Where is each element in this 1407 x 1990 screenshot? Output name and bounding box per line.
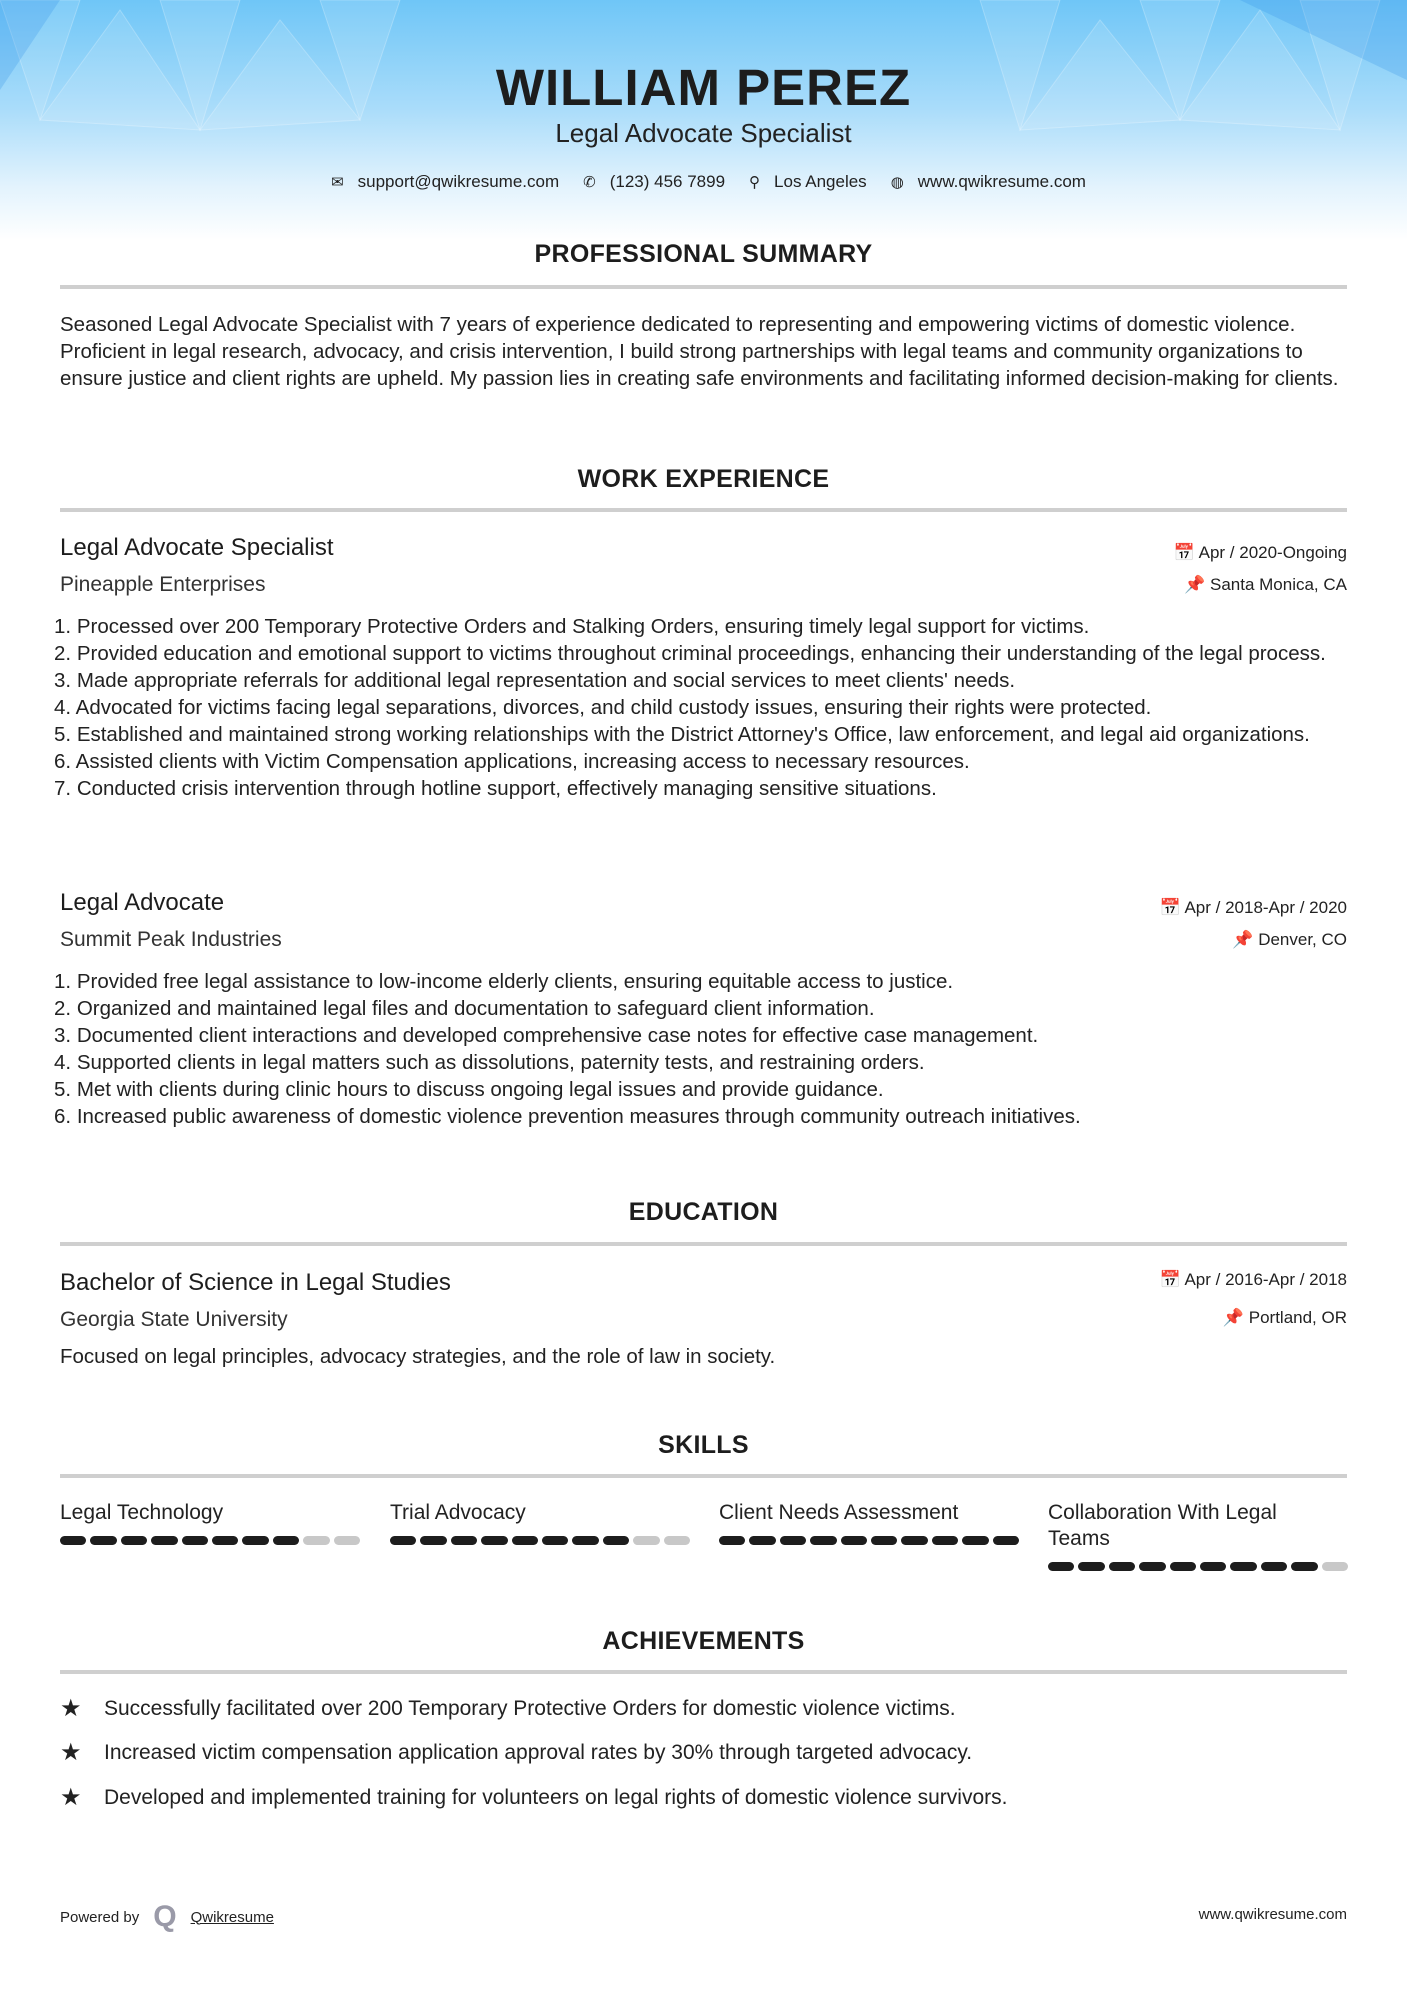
- candidate-title: Legal Advocate Specialist: [555, 118, 852, 148]
- skill-segment: [512, 1536, 538, 1545]
- skill-segment: [664, 1536, 690, 1545]
- school: Georgia State University: [60, 1308, 288, 1331]
- contact-website[interactable]: www.qwikresume.com: [917, 172, 1086, 191]
- education-description: Focused on legal principles, advocacy strategies, and the role of law in society.: [60, 1345, 776, 1368]
- list-item: Organized and maintained legal files and documentation to safeguard client information.: [76, 997, 875, 1020]
- skill-segment: [932, 1536, 958, 1545]
- job-location: 📌 Santa Monica, CA: [1184, 575, 1347, 594]
- contact-bar: [0, 172, 1407, 192]
- section-heading-skills: SKILLS: [658, 1431, 749, 1459]
- globe-icon: ◍: [890, 174, 904, 191]
- list-item: Assisted clients with Victim Compensation applications, increasing access to necessary resources.: [75, 750, 970, 773]
- star-icon: ★: [60, 1784, 82, 1811]
- divider: [60, 1474, 1347, 1478]
- list-item: Provided free legal assistance to low-income elderly clients, ensuring equitable access to justice.: [76, 970, 954, 993]
- divider: [60, 1242, 1347, 1246]
- job-dates: 📅 Apr / 2020-Ongoing: [1173, 543, 1347, 562]
- calendar-icon: 📅: [1173, 543, 1199, 562]
- list-item: Processed over 200 Temporary Protective Orders and Stalking Orders, ensuring timely legal support for victims.: [76, 615, 1090, 638]
- list-item: Supported clients in legal matters such as dissolutions, paternity tests, and restraining orders.: [76, 1051, 925, 1074]
- skill-segment: [780, 1536, 806, 1545]
- calendar-icon: 📅: [1159, 1270, 1185, 1289]
- degree: Bachelor of Science in Legal Studies: [60, 1269, 451, 1296]
- contact-phone: (123) 456 7899: [609, 172, 726, 191]
- skill-segment: [542, 1536, 568, 1545]
- achievement-item: ★ Developed and implemented training for volunteers on legal rights of domestic violence survivors.: [60, 1784, 1008, 1811]
- skill-segment: [420, 1536, 446, 1545]
- skill-segment: [810, 1536, 836, 1545]
- section-heading-summary: PROFESSIONAL SUMMARY: [534, 240, 873, 268]
- envelope-icon: ✉: [331, 174, 344, 191]
- skill-segment: [1109, 1562, 1135, 1571]
- job-location: 📌 Denver, CO: [1232, 930, 1347, 949]
- job-company: Pineapple Enterprises: [60, 573, 266, 596]
- skill-item: [60, 1500, 360, 1545]
- skill-segment: [60, 1536, 86, 1545]
- skill-segment: [1230, 1562, 1256, 1571]
- skill-item: [719, 1500, 1019, 1545]
- job-title: Legal Advocate Specialist: [60, 534, 334, 561]
- list-item: Increased public awareness of domestic violence prevention measures through community outreach initiatives.: [76, 1105, 1081, 1128]
- skill-segment: [1170, 1562, 1196, 1571]
- list-item: Conducted crisis intervention through hotline support, effectively managing sensitive situations.: [76, 777, 937, 800]
- skill-segment: [151, 1536, 177, 1545]
- skill-name: Trial Advocacy: [390, 1501, 526, 1524]
- skill-segment: [273, 1536, 299, 1545]
- job-title: Legal Advocate: [60, 889, 225, 916]
- skill-segment: [481, 1536, 507, 1545]
- skill-segment: [572, 1536, 598, 1545]
- footer-website[interactable]: www.qwikresume.com: [1198, 1906, 1347, 1923]
- list-item: Advocated for victims facing legal separations, divorces, and child custody issues, ensuring their rights were protected.: [75, 696, 1152, 719]
- skill-segment: [1048, 1562, 1074, 1571]
- skill-segment: [1139, 1562, 1165, 1571]
- footer-left: [60, 1900, 274, 1934]
- job-company: Summit Peak Industries: [60, 928, 282, 951]
- job-bullets: [60, 968, 1350, 1130]
- skill-segment: [1261, 1562, 1287, 1571]
- summary-text: Seasoned Legal Advocate Specialist with 7 years of experience dedicated to representing and empowering victims of domestic violence. Proficient in legal research, advocacy, and crisis intervention, I build strong partnerships with legal teams and community organizations to ensure justice and client rights are upheld. My passion lies in creating safe environments and facilitating informed decision-making for clients.: [60, 313, 1339, 390]
- achievement-item: ★ Successfully facilitated over 200 Temporary Protective Orders for domestic violence victims.: [60, 1695, 956, 1722]
- skill-segment: [719, 1536, 745, 1545]
- skill-segment: [841, 1536, 867, 1545]
- skill-segment: [121, 1536, 147, 1545]
- qwikresume-logo-icon: Q: [153, 1900, 177, 1933]
- skill-name: Legal Technology: [60, 1501, 224, 1524]
- star-icon: ★: [60, 1695, 82, 1722]
- list-item: Provided education and emotional support to victims throughout criminal proceedings, enhancing their understanding of the legal process.: [76, 642, 1326, 665]
- skill-segment: [962, 1536, 988, 1545]
- contact-email[interactable]: support@qwikresume.com: [357, 172, 560, 191]
- pin-icon: 📌: [1232, 930, 1259, 949]
- phone-icon: ✆: [583, 174, 596, 191]
- skill-segment: [901, 1536, 927, 1545]
- section-heading-education: EDUCATION: [628, 1198, 779, 1226]
- skill-level-bar: [390, 1536, 690, 1545]
- star-icon: ★: [60, 1739, 82, 1766]
- list-item: Made appropriate referrals for additional legal representation and social services to meet clients' needs.: [76, 669, 1016, 692]
- skill-segment: [303, 1536, 329, 1545]
- divider: [60, 508, 1347, 512]
- brand-link[interactable]: Qwikresume: [190, 1908, 274, 1926]
- skill-item: [1048, 1500, 1348, 1571]
- education-dates: 📅 Apr / 2016-Apr / 2018: [1159, 1270, 1347, 1289]
- skill-name: Collaboration With Legal Teams: [1048, 1501, 1277, 1550]
- skill-segment: [182, 1536, 208, 1545]
- skill-segment: [212, 1536, 238, 1545]
- job-dates: 📅 Apr / 2018-Apr / 2020: [1159, 898, 1347, 917]
- skill-segment: [451, 1536, 477, 1545]
- skill-segment: [334, 1536, 360, 1545]
- skill-segment: [1078, 1562, 1104, 1571]
- skill-level-bar: [1048, 1562, 1348, 1571]
- map-pin-icon: ⚲: [749, 174, 761, 191]
- pin-icon: 📌: [1222, 1308, 1249, 1327]
- skill-level-bar: [719, 1536, 1019, 1545]
- pin-icon: 📌: [1184, 575, 1210, 594]
- skill-segment: [871, 1536, 897, 1545]
- calendar-icon: 📅: [1159, 898, 1185, 917]
- list-item: Documented client interactions and developed comprehensive case notes for effective case management.: [76, 1024, 1039, 1047]
- skill-segment: [993, 1536, 1019, 1545]
- skill-segment: [749, 1536, 775, 1545]
- achievement-item: ★ Increased victim compensation application approval rates by 30% through targeted advocacy.: [60, 1739, 973, 1766]
- list-item: Met with clients during clinic hours to discuss ongoing legal issues and provide guidance.: [76, 1078, 884, 1101]
- powered-by-label: Powered by: [60, 1908, 140, 1926]
- skill-level-bar: [60, 1536, 360, 1545]
- skill-segment: [1291, 1562, 1317, 1571]
- education-location: 📌 Portland, OR: [1222, 1308, 1347, 1327]
- skill-segment: [390, 1536, 416, 1545]
- divider: [60, 1670, 1347, 1674]
- skill-segment: [242, 1536, 268, 1545]
- section-heading-experience: WORK EXPERIENCE: [577, 465, 830, 493]
- candidate-name: WILLIAM PEREZ: [495, 59, 912, 116]
- skill-segment: [633, 1536, 659, 1545]
- skill-segment: [1322, 1562, 1348, 1571]
- skill-segment: [1200, 1562, 1226, 1571]
- contact-location: Los Angeles: [774, 172, 867, 191]
- skill-segment: [603, 1536, 629, 1545]
- divider: [60, 285, 1347, 289]
- skill-item: [390, 1500, 690, 1545]
- section-heading-achievements: ACHIEVEMENTS: [602, 1627, 805, 1655]
- list-item: Established and maintained strong working relationships with the District Attorney's Office, law enforcement, and legal aid organizations.: [76, 723, 1310, 746]
- skill-segment: [90, 1536, 116, 1545]
- job-bullets: [60, 613, 1350, 802]
- skill-name: Client Needs Assessment: [719, 1501, 959, 1524]
